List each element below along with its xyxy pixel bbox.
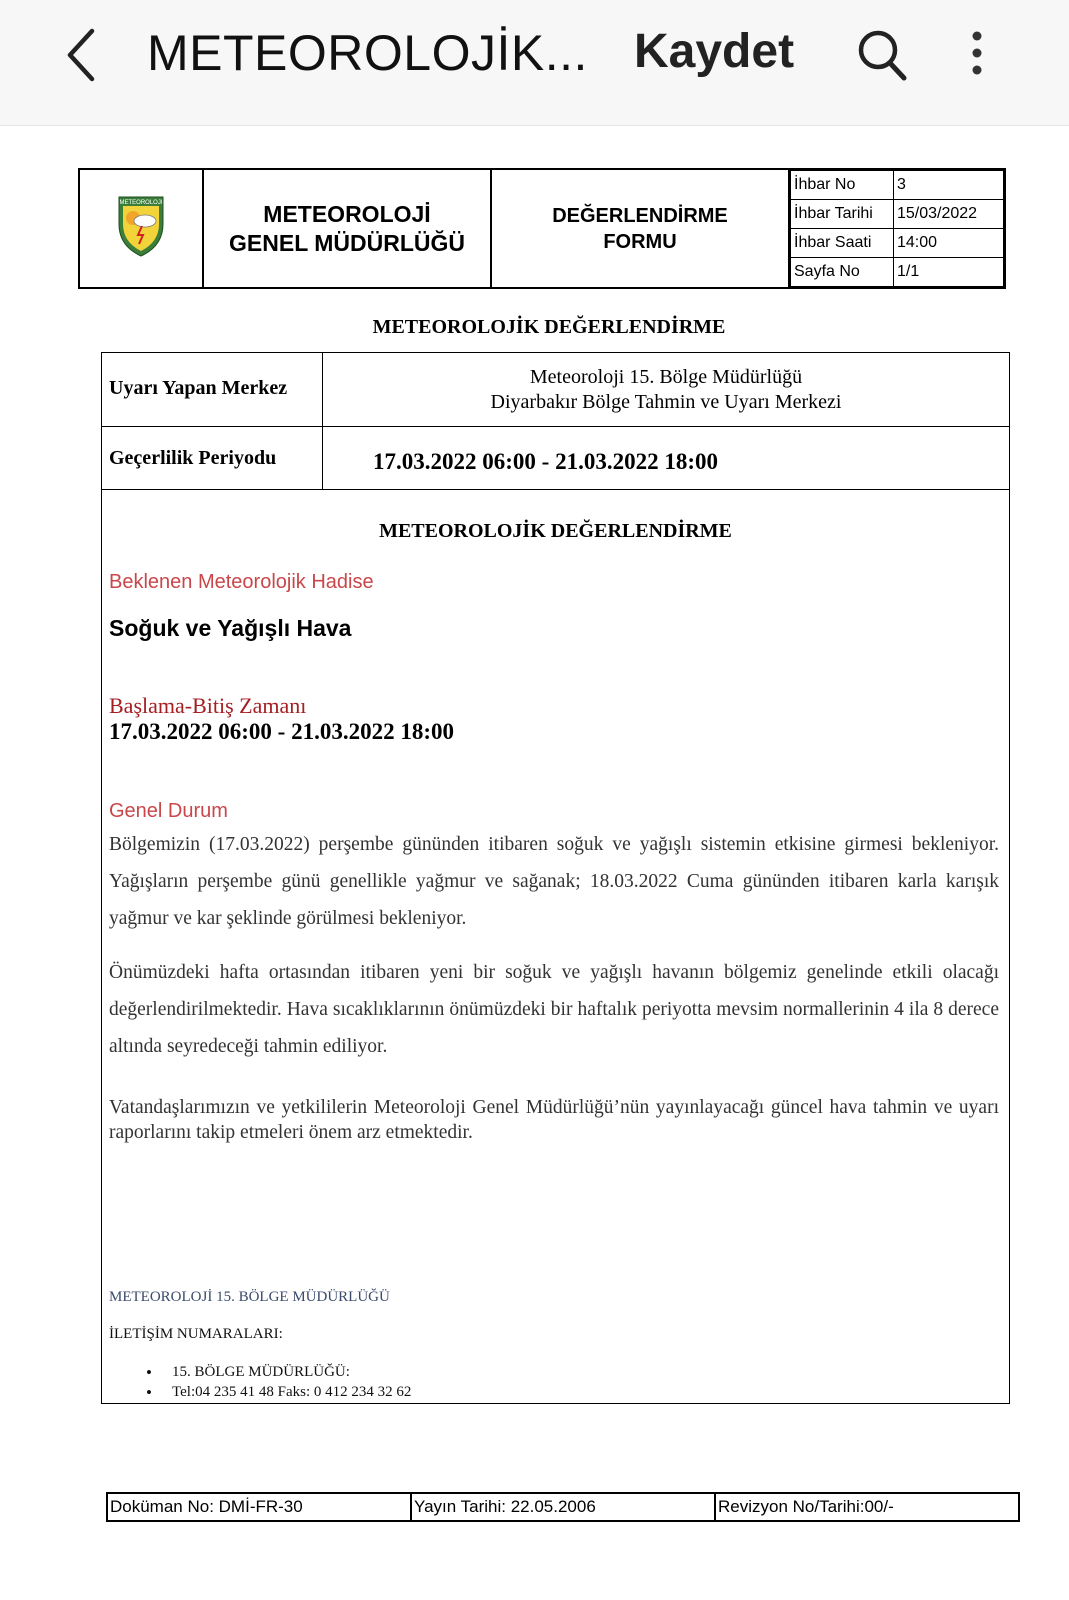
form-name — [491, 169, 789, 288]
column-divider — [322, 353, 323, 489]
more-options-button[interactable] — [965, 28, 989, 84]
meta-value: 1/1 — [894, 258, 1004, 287]
org-name-line1: METEOROLOJİ — [263, 200, 431, 227]
meta-key: İhbar Tarihi — [791, 200, 894, 229]
meteorology-logo-icon — [116, 194, 166, 258]
app-bar — [0, 0, 1069, 126]
meta-row-notice-date — [791, 200, 1004, 229]
warning-center-row — [102, 353, 1009, 427]
contact-item: • 15. BÖLGE MÜDÜRLÜĞÜ: — [172, 1364, 350, 1381]
validity-value: 17.03.2022 06:00 - 21.03.2022 18:00 — [373, 449, 718, 474]
contact-item: • Tel:04 235 41 48 Faks: 0 412 234 32 62 — [172, 1384, 411, 1401]
notice-meta — [789, 169, 1005, 288]
general-status-label: Genel Durum — [109, 800, 228, 822]
notice-meta-table — [790, 170, 1004, 287]
validity-label: Geçerlilik Periyodu — [109, 447, 277, 469]
org-name-line2: GENEL MÜDÜRLÜĞÜ — [229, 229, 465, 256]
doc-title: METEOROLOJİK DEĞERLENDİRME — [372, 316, 726, 338]
back-button[interactable] — [60, 25, 110, 85]
save-button[interactable]: Kaydet — [634, 25, 795, 78]
form-name-line2: FORMU — [603, 230, 677, 253]
section-title: METEOROLOJİK DEĞERLENDİRME — [379, 520, 732, 542]
document-footer — [106, 1492, 1020, 1522]
time-range-label: Başlama-Bitiş Zamanı — [109, 693, 307, 718]
validity-row — [102, 427, 1009, 490]
footer-publish-date: Yayın Tarihi: 22.05.2006 — [411, 1493, 715, 1521]
general-status-paragraph-2: Önümüzdeki hafta ortasından itibaren yeni bir soğuk ve yağışlı havanın bölgemiz genelinde etkili olacağı değerlendirilmektedir. Hava sıcaklıklarının önümüzdeki bir haftalık periyotta mevsim normallerinin 4 ila 8 derece altında seyredeceği tahmin ediliyor. — [109, 962, 999, 1057]
document-title: METEOROLOJİK... — [147, 25, 588, 81]
warning-center-label: Uyarı Yapan Merkez — [109, 377, 288, 399]
evaluation-box — [101, 352, 1010, 1404]
expected-event-label: Beklenen Meteorolojik Hadise — [109, 571, 374, 593]
organization-name — [203, 169, 491, 288]
meta-value: 14:00 — [894, 229, 1004, 258]
document-page — [0, 126, 1069, 1600]
footer-revision: Revizyon No/Tarihi:00/- — [715, 1493, 1019, 1521]
meta-value: 3 — [894, 171, 1004, 200]
warning-center-line1: Meteoroloji 15. Bölge Müdürlüğü — [529, 366, 803, 388]
expected-event-value: Soğuk ve Yağışlı Hava — [109, 615, 352, 641]
meta-key: Sayfa No — [791, 258, 894, 287]
meta-row-notice-no — [791, 171, 1004, 200]
logo-cell — [79, 169, 203, 288]
meta-row-page-no — [791, 258, 1004, 287]
general-status-paragraph-1: Bölgemizin (17.03.2022) perşembe gününden itibaren soğuk ve yağışlı sistemin etkisine girmesi bekleniyor. Yağışların perşembe günü genellikle yağmur ve sağanak; 18.03.2022 Cuma gününden itibaren karla karışık yağmur ve kar şeklinde görülmesi bekleniyor. — [109, 834, 999, 929]
warning-center-line2: Diyarbakır Bölge Tahmin ve Uyarı Merkezi — [490, 391, 842, 413]
time-range-value: 17.03.2022 06:00 - 21.03.2022 18:00 — [109, 719, 454, 744]
search-button[interactable] — [857, 28, 909, 84]
logo-text: METEOROLOJI — [119, 200, 163, 206]
search-icon — [857, 28, 909, 84]
form-name-line1: DEĞERLENDİRME — [552, 204, 728, 227]
meta-row-notice-time — [791, 229, 1004, 258]
contact-organization: METEOROLOJİ 15. BÖLGE MÜDÜRLÜĞÜ — [109, 1289, 390, 1305]
chevron-left-icon — [60, 25, 110, 85]
meta-key: İhbar Saati — [791, 229, 894, 258]
meta-key: İhbar No — [791, 171, 894, 200]
warning-center-value — [323, 365, 1009, 415]
contact-title: İLETİŞİM NUMARALARI: — [109, 1326, 283, 1342]
meta-value: 15/03/2022 — [894, 200, 1004, 229]
form-header — [78, 168, 1006, 289]
general-status-paragraph-3: Vatandaşlarımızın ve yetkililerin Meteoroloji Genel Müdürlüğü’nün yayınlayacağı güncel hava tahmin ve uyarı raporlarını takip etmeleri önem arz etmektedir. — [109, 1097, 999, 1143]
footer-doc-no: Doküman No: DMİ-FR-30 — [107, 1493, 411, 1521]
more-vert-icon — [965, 28, 989, 84]
